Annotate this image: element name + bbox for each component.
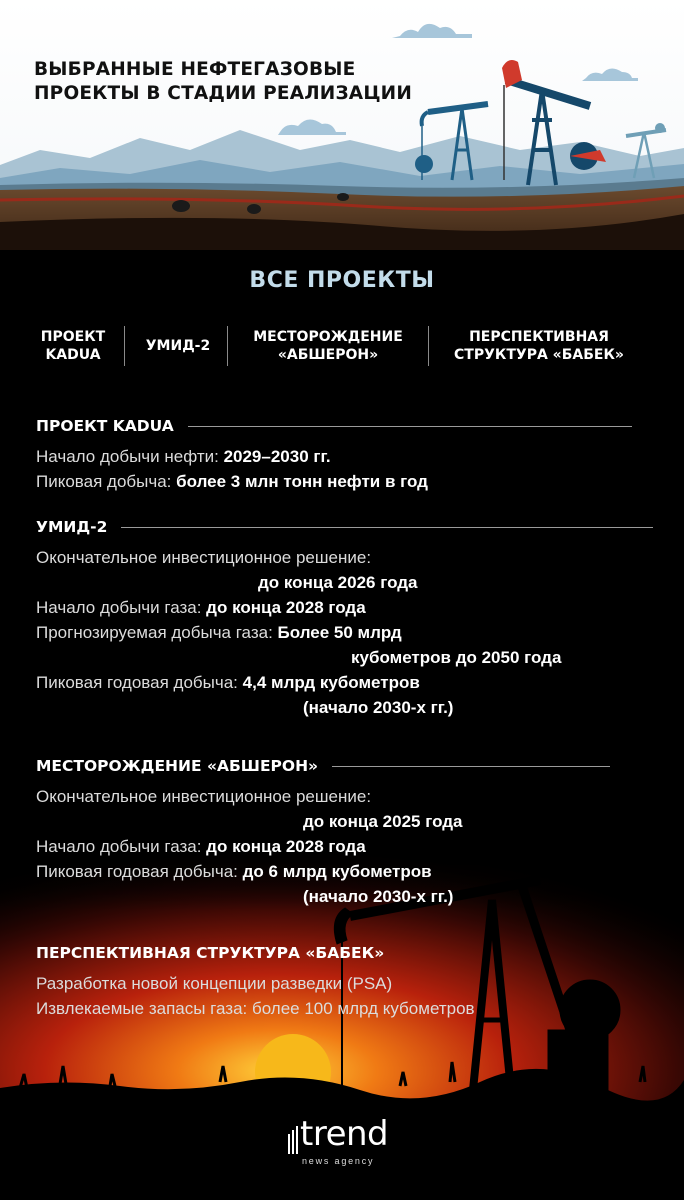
all-projects-heading: ВСЕ ПРОЕКТЫ bbox=[249, 268, 435, 293]
field-value: до конца 2028 года bbox=[206, 598, 366, 617]
logo-tagline: news agency bbox=[302, 1156, 375, 1166]
trend-logo bbox=[288, 1114, 408, 1168]
umid-peak bbox=[36, 672, 420, 694]
umid-fid-value-row bbox=[258, 572, 417, 594]
kadua-peak bbox=[36, 471, 428, 493]
field-label: Пиковая добыча: bbox=[36, 472, 172, 491]
absheron-fid-value-row bbox=[303, 811, 462, 833]
divider bbox=[332, 766, 610, 767]
absheron-fid-label-row bbox=[36, 786, 371, 808]
section-kadua-heading bbox=[36, 417, 632, 435]
kadua-oil-start bbox=[36, 446, 331, 468]
logo-bars-icon bbox=[288, 1124, 300, 1154]
project-tabs bbox=[32, 325, 662, 367]
babek-line-2: Извлекаемые запасы газа: более 100 млрд кубометров bbox=[36, 999, 475, 1018]
tab-label: «АБШЕРОН» bbox=[277, 347, 379, 363]
title-line-1: ВЫБРАННЫЕ НЕФТЕГАЗОВЫЕ bbox=[34, 59, 356, 80]
absheron-gas-start bbox=[36, 836, 366, 858]
tab-label: ПЕРСПЕКТИВНАЯ bbox=[469, 329, 609, 345]
title-line-2: ПРОЕКТЫ В СТАДИИ РЕАЛИЗАЦИИ bbox=[34, 83, 413, 104]
page-title bbox=[34, 58, 412, 106]
section-title: УМИД-2 bbox=[36, 518, 108, 536]
divider bbox=[188, 426, 632, 427]
header-illustration bbox=[0, 0, 684, 250]
tab-absheron[interactable] bbox=[236, 325, 420, 367]
divider bbox=[121, 527, 653, 528]
field-value: кубометров до 2050 года bbox=[351, 648, 562, 667]
tab-label: УМИД-2 bbox=[145, 338, 211, 354]
tab-divider bbox=[124, 326, 125, 366]
field-value: (начало 2030-х гг.) bbox=[303, 887, 454, 906]
section-title: ПЕРСПЕКТИВНАЯ СТРУКТУРА «БАБЕК» bbox=[36, 944, 385, 962]
tab-label: KADUA bbox=[45, 347, 101, 363]
field-value: до 6 млрд кубометров bbox=[242, 862, 432, 881]
absheron-peak bbox=[36, 861, 432, 883]
field-label: Пиковая годовая добыча: bbox=[36, 862, 238, 881]
tab-babek[interactable] bbox=[441, 325, 637, 367]
tab-divider bbox=[227, 326, 228, 366]
section-umid-heading bbox=[36, 518, 653, 536]
tab-umid-2[interactable] bbox=[137, 325, 219, 367]
field-label: Пиковая годовая добыча: bbox=[36, 673, 238, 692]
field-value: 2029–2030 гг. bbox=[223, 447, 331, 466]
field-value: до конца 2028 года bbox=[206, 837, 366, 856]
umid-peak-cont bbox=[303, 697, 453, 719]
tab-divider bbox=[428, 326, 429, 366]
absheron-peak-cont bbox=[303, 886, 453, 908]
umid-gas-start bbox=[36, 597, 366, 619]
section-title: ПРОЕКТ KADUA bbox=[36, 417, 174, 435]
section-babek-heading bbox=[36, 944, 384, 962]
field-label: Окончательное инвестиционное решение: bbox=[36, 787, 372, 806]
field-label: Начало добычи нефти: bbox=[36, 447, 219, 466]
tab-label: ПРОЕКТ bbox=[40, 329, 106, 345]
umid-fid-label-row bbox=[36, 547, 371, 569]
umid-forecast bbox=[36, 622, 402, 644]
field-label: Прогнозируемая добыча газа: bbox=[36, 623, 273, 642]
section-title: МЕСТОРОЖДЕНИЕ «АБШЕРОН» bbox=[36, 757, 319, 775]
section-absheron-heading bbox=[36, 757, 610, 775]
field-value: до конца 2026 года bbox=[258, 573, 418, 592]
field-label: Начало добычи газа: bbox=[36, 598, 202, 617]
field-label: Начало добычи газа: bbox=[36, 837, 202, 856]
tab-label: МЕСТОРОЖДЕНИЕ bbox=[253, 329, 403, 345]
field-value: более 3 млн тонн нефти в год bbox=[176, 472, 428, 491]
field-value: до конца 2025 года bbox=[303, 812, 463, 831]
field-value: Более 50 млрд bbox=[277, 623, 402, 642]
tab-kadua[interactable] bbox=[32, 325, 114, 367]
field-value: (начало 2030-х гг.) bbox=[303, 698, 454, 717]
field-label: Окончательное инвестиционное решение: bbox=[36, 548, 372, 567]
field-value: 4,4 млрд кубометров bbox=[242, 673, 420, 692]
umid-forecast-cont bbox=[351, 647, 561, 669]
babek-line-1: Разработка новой концепции разведки (PSA) bbox=[36, 974, 393, 993]
logo-wordmark: trend bbox=[300, 1114, 389, 1154]
tab-label: СТРУКТУРА «БАБЕК» bbox=[454, 347, 624, 363]
